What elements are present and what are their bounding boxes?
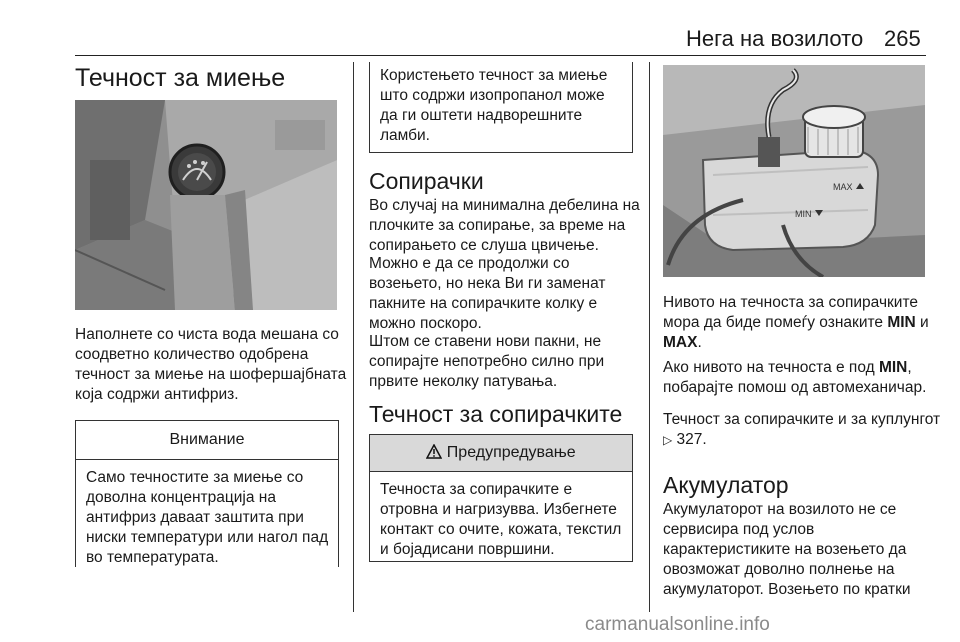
section-heading-brake-fluid: Течност за сопирачките [369, 401, 623, 427]
brake-fluid-reservoir-photo [663, 65, 925, 277]
column-divider [353, 62, 354, 612]
page-number: 265 [884, 26, 921, 51]
section-heading-washer-fluid: Течност за миење [75, 64, 286, 92]
column-divider [649, 62, 650, 612]
watermark: carmanualsonline.info [585, 614, 770, 635]
caution-box [75, 420, 339, 567]
caution-title: Внимание [76, 421, 338, 460]
brakes-paragraph-2: Можно е да се продолжи со возењето, но нека Ви ги заменат пакните на сопирачките колку е можно поскоро. [369, 255, 606, 332]
warning-box [369, 434, 633, 562]
running-header-title: Нега на возилото [686, 26, 864, 51]
brakes-paragraph-1: Во случај на минимална дебелина на плочките за сопирање, за време на сопирањето се слуша цвичење. [369, 197, 640, 254]
washer-fluid-text: Наполнете со чиста вода мешана со соодветно количество одобрена течност за миење на шофершајбната која содржи антифриз. [75, 326, 347, 403]
warning-text: Течноста за сопирачките е отровна и нагризувва. Избегнете контакт со очите, кожата, текстил и бојадисани површини. [380, 481, 622, 558]
notice-text: Користењето течност за миење што содржи изопропанол може да ги оштети надворешните ламби. [380, 67, 608, 144]
header-rule [75, 55, 926, 56]
brake-fluid-low-text: Ако нивото на течноста е под MIN, побарајте помош од автомеханичар. [663, 359, 927, 396]
warning-header [370, 435, 632, 472]
notice-box [369, 62, 633, 153]
warning-triangle-icon [426, 444, 446, 461]
section-heading-battery: Акумулатор [663, 472, 789, 498]
brakes-paragraph-3: Штом се ставени нови пакни, не сопирајте непотребно силно при првите неколку патувања. [369, 333, 605, 390]
battery-paragraph: Акумулаторот на возилото не се сервисира под услов карактеристиките на возењето да овозможат доволно полнење на акумулаторот. Возењето по кратки [663, 501, 911, 598]
warning-title: Предупредување [446, 444, 576, 461]
max-mark-label: MAX [833, 182, 853, 192]
page-reference-link[interactable]: 327. [676, 431, 707, 448]
min-mark-label: MIN [795, 209, 812, 219]
brake-fluid-level-text: Нивото на течноста за сопирачките мора да биде помеѓу ознаките MIN и MAX. [663, 294, 929, 351]
section-heading-brakes: Сопирачки [369, 168, 484, 194]
washer-reservoir-photo [75, 100, 337, 310]
caution-text: Само течностите за миење со доволна концентрација на антифриз даваат заштита при ниски температури или нагол пад во температурата. [86, 469, 329, 566]
brake-fluid-reference: Течност за сопирачките и за куплунгот ▷ 327. [663, 411, 941, 448]
reference-arrow-icon: ▷ [663, 433, 673, 447]
